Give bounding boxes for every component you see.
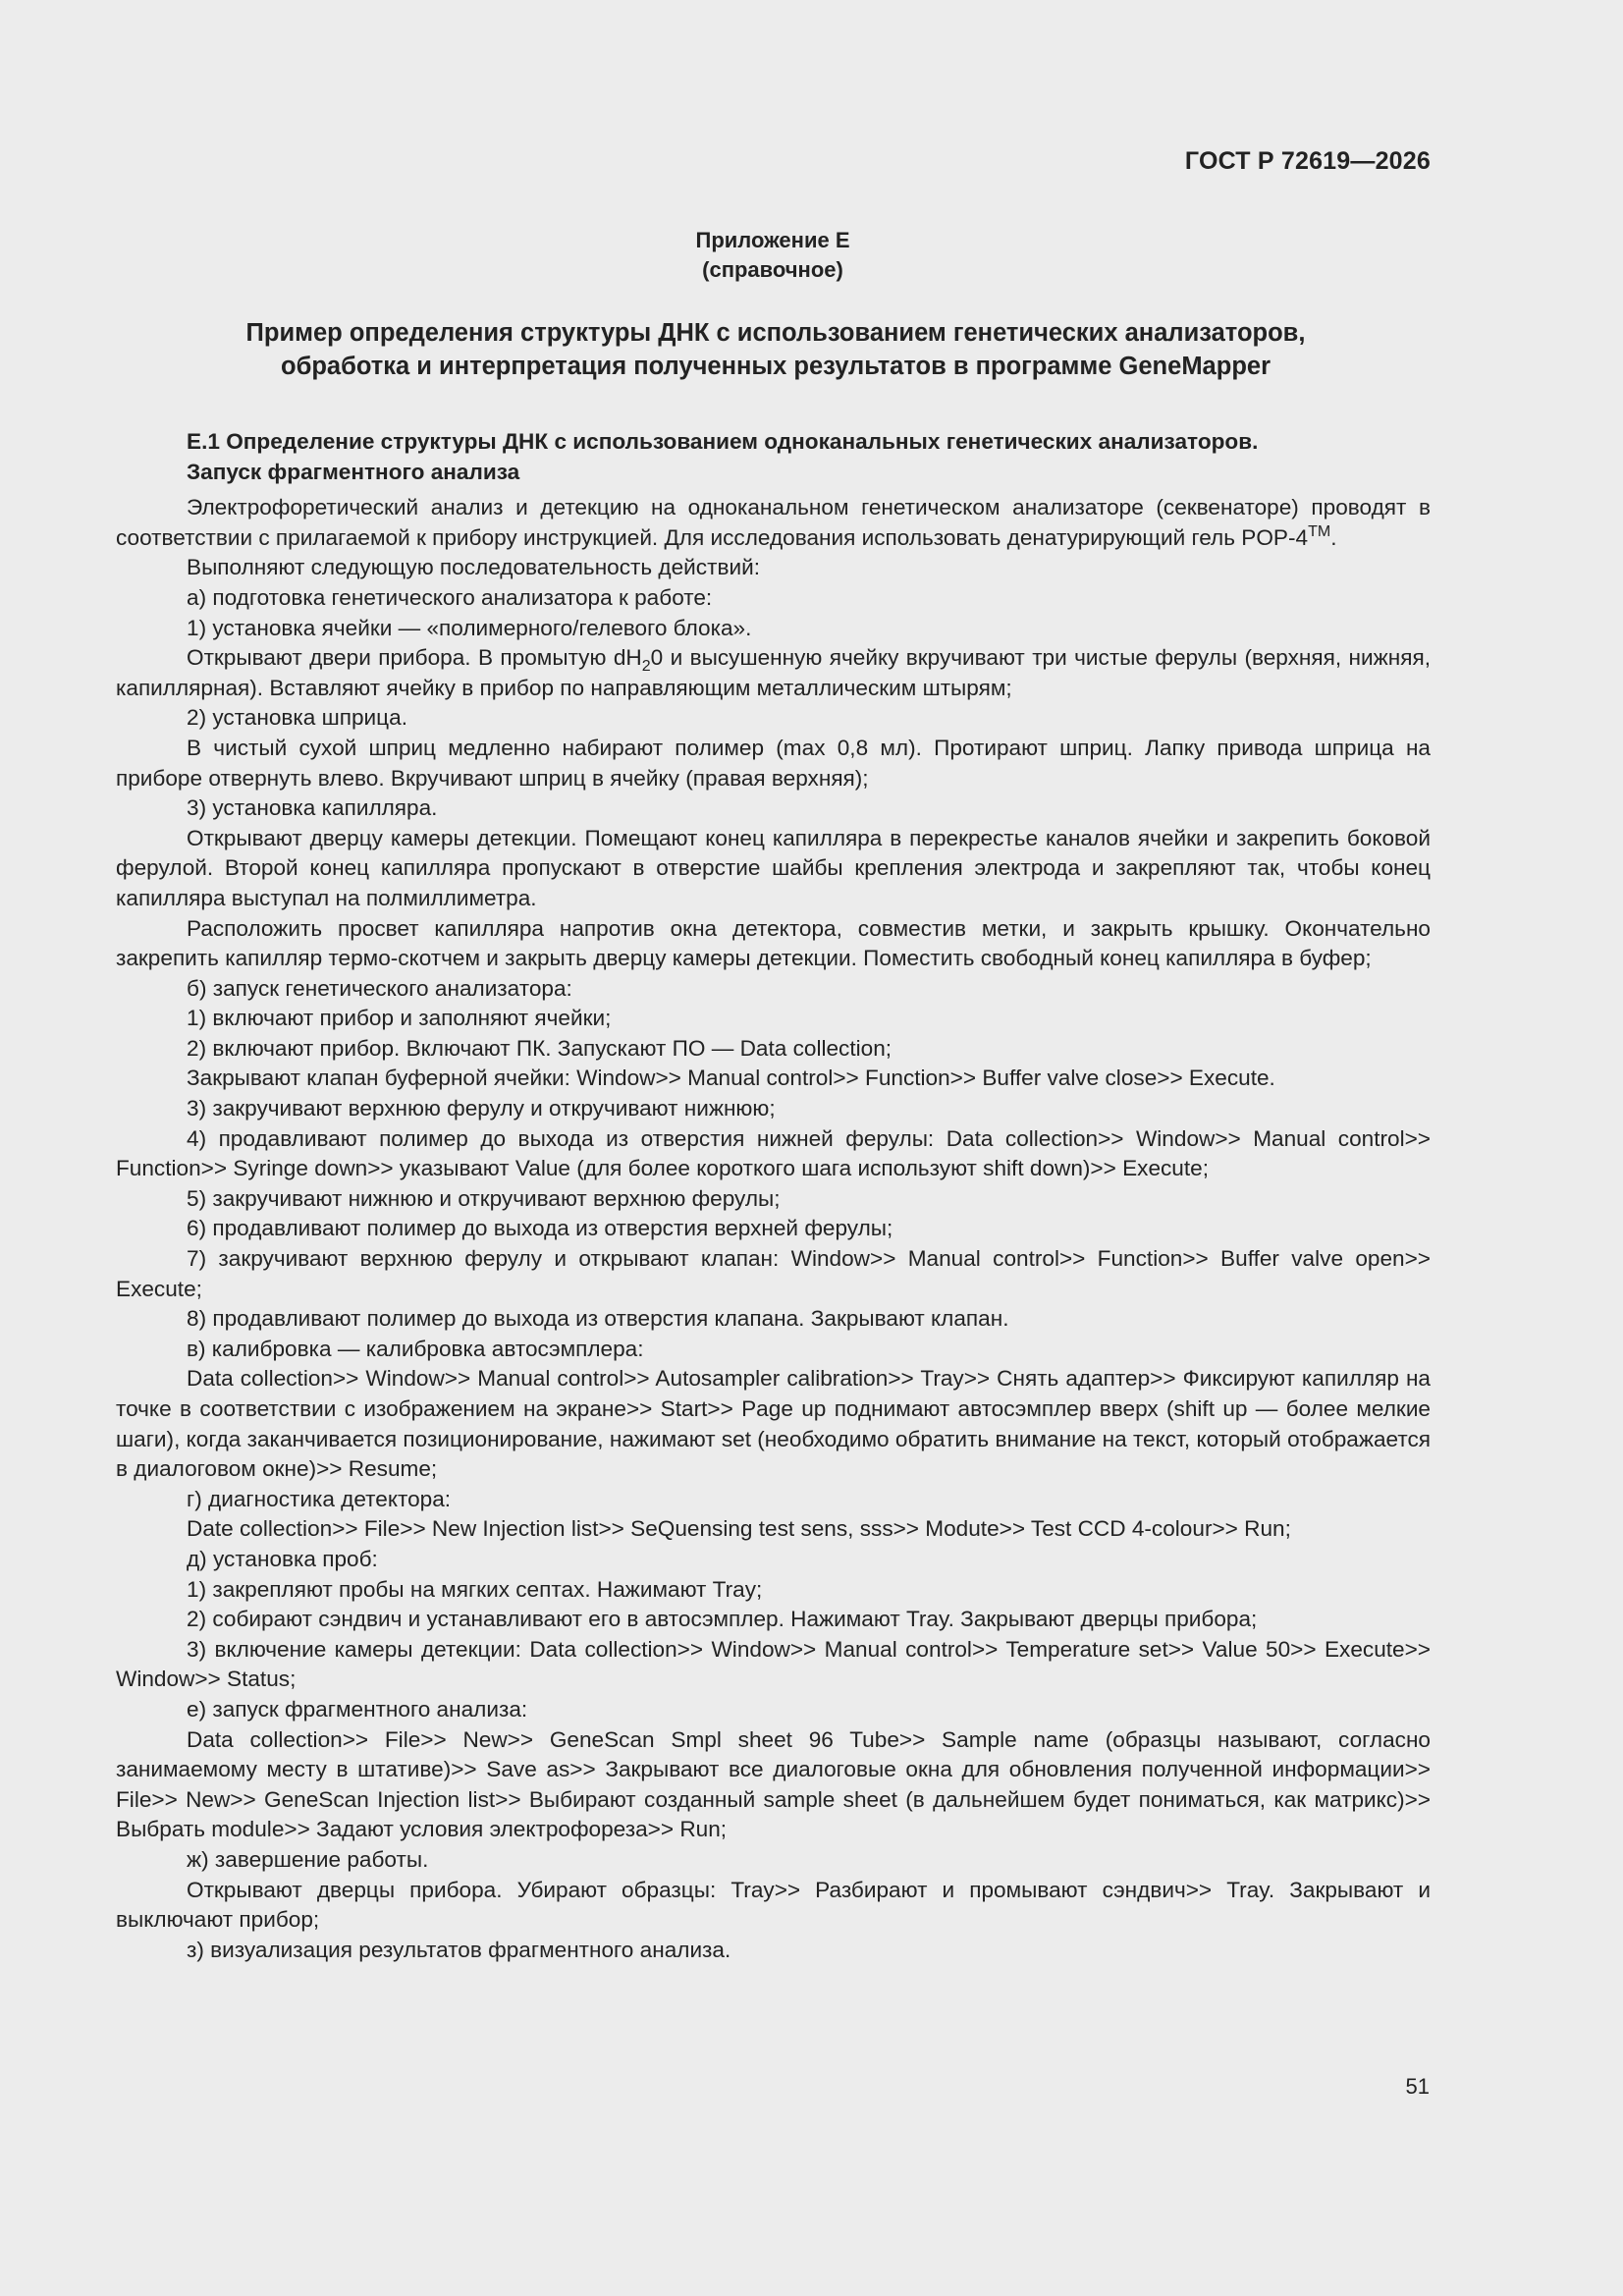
section-heading-line-2: Запуск фрагментного анализа	[187, 459, 520, 484]
appendix-title	[118, 316, 1434, 383]
paragraph: Data collection>> Window>> Manual control>> Autosampler calibration>> Tray>> Снять адаптер>> Фиксируют капилляр на точке в соответствии с изображением на экране>> Start>> Page up поднимают автосэмплер вверх (shift up — более мелкие шаги), когда заканчивается позиционирование, нажимают set (необходимо обратить внимание на текст, который отображается в диалоговом окне)>> Resume;	[116, 1366, 1431, 1482]
list-item: а) подготовка генетического анализатора к работе:	[187, 584, 713, 610]
list-item: 1) закрепляют пробы на мягких септах. Нажимают Tray;	[187, 1576, 763, 1602]
list-item: 2) установка шприца.	[187, 705, 407, 731]
list-item: 8) продавливают полимер до выхода из отверстия клапана. Закрывают клапан.	[187, 1306, 1009, 1332]
list-item: 6) продавливают полимер до выхода из отверстия верхней ферулы;	[187, 1216, 893, 1241]
paragraph: Расположить просвет капилляра напротив окна детектора, совместив метки, и закрыть крышку. Окончательно закрепить капилляр термо-скотчем и закрыть дверцу камеры детекции. Поместить свободный конец капилляра в буфер;	[116, 915, 1431, 971]
title-line-1: Пример определения структуры ДНК с использованием генетических анализаторов,	[245, 319, 1306, 347]
list-item: 1) установка ячейки — «полимерного/гелевого блока».	[187, 615, 752, 640]
document-body	[116, 427, 1431, 1965]
paragraph: Выполняют следующую последовательность действий:	[187, 555, 760, 580]
appendix-kind: (справочное)	[702, 257, 843, 282]
paragraph: Data collection>> File>> New>> GeneScan Smpl sheet 96 Tube>> Sample name (образцы называют, согласно занимаемому месту в штативе)>> Save as>> Закрывают все диалоговые окна для обновления полученной информации>> File>> New>> GeneScan Injection list>> Выбирают созданный sample sheet (в дальнейшем будет пониматься, как матрикс)>> Выбрать module>> Задают условия электрофореза>> Run;	[116, 1726, 1431, 1842]
paragraph: Date collection>> File>> New Injection list>> SeQuensing test sens, sss>> Modute>> Test CCD 4-colour>> Run;	[187, 1516, 1291, 1542]
list-item: 1) включают прибор и заполняют ячейки;	[187, 1006, 612, 1031]
list-item: б) запуск генетического анализатора:	[187, 975, 572, 1001]
list-item: д) установка проб:	[187, 1546, 378, 1571]
page-number: 51	[1405, 2074, 1430, 2099]
paragraph: Открывают дверцы прибора. Убирают образцы: Tray>> Разбирают и промывают сэндвич>> Tray. Закрывают и выключают прибор;	[116, 1877, 1431, 1933]
list-item: 2) собирают сэндвич и устанавливают его в автосэмплер. Нажимают Tray. Закрывают дверцы прибора;	[187, 1607, 1258, 1632]
list-item: 3) установка капилляра.	[187, 795, 438, 821]
list-item: ж) завершение работы.	[187, 1846, 429, 1872]
list-item: 7) закручивают верхнюю ферулу и открывают клапан: Window>> Manual control>> Function>> Buffer valve open>> Execute;	[116, 1246, 1431, 1301]
appendix-label: Приложение Е	[695, 228, 850, 252]
title-line-2: обработка и интерпретация полученных результатов в программе GeneMapper	[281, 353, 1271, 380]
list-item: 3) закручивают верхнюю ферулу и откручивают нижнюю;	[187, 1096, 776, 1121]
section-heading	[116, 427, 1431, 487]
appendix-heading	[0, 226, 1623, 285]
list-item: з) визуализация результатов фрагментного анализа.	[187, 1937, 731, 1962]
paragraph: Открывают дверцу камеры детекции. Помещают конец капилляра в перекрестье каналов ячейки и закрепить боковой ферулой. Второй конец капилляра пропускают в отверстие шайбы крепления электрода и закрепляют так, чтобы конец капилляра выступал на полмиллиметра.	[116, 825, 1431, 910]
paragraph: Электрофоретический анализ и детекцию на одноканальном генетическом анализаторе (секвенаторе) проводят в соответствии с прилагаемой к прибору инструкцией. Для исследования использовать денатурирующий гель POP-4™.	[116, 495, 1431, 550]
list-item: в) калибровка — калибровка автосэмплера:	[187, 1336, 644, 1361]
section-heading-line-1: Е.1 Определение структуры ДНК с использованием одноканальных генетических анализаторов.	[187, 429, 1259, 454]
paragraph: Закрывают клапан буферной ячейки: Window>> Manual control>> Function>> Buffer valve close>> Execute.	[187, 1066, 1275, 1091]
paragraph: В чистый сухой шприц медленно набирают полимер (max 0,8 мл). Протирают шприц. Лапку привода шприца на приборе отвернуть влево. Вкручивают шприц в ячейку (правая верхняя);	[116, 735, 1431, 791]
list-item: 3) включение камеры детекции: Data collection>> Window>> Manual control>> Temperature set>> Value 50>> Execute>> Window>> Status;	[116, 1636, 1431, 1692]
list-item: 4) продавливают полимер до выхода из отверстия нижней ферулы: Data collection>> Window>> Manual control>> Function>> Syringe down>> указывают Value (для более короткого шага используют shift down)>> Execute;	[116, 1125, 1431, 1181]
list-item: 5) закручивают нижнюю и откручивают верхнюю ферулы;	[187, 1185, 781, 1211]
standard-number: ГОСТ Р 72619—2026	[1184, 147, 1431, 175]
list-item: е) запуск фрагментного анализа:	[187, 1696, 528, 1722]
list-item: 2) включают прибор. Включают ПК. Запускают ПО — Data collection;	[187, 1035, 893, 1061]
paragraph: Открывают двери прибора. В промытую $dH_20$ и высушенную ячейку вкручивают три чистые ферулы (верхняя, нижняя, капиллярная). Вставляют ячейку в прибор по направляющим металлическим штырям;	[116, 645, 1431, 700]
list-item: г) диагностика детектора:	[187, 1486, 452, 1511]
